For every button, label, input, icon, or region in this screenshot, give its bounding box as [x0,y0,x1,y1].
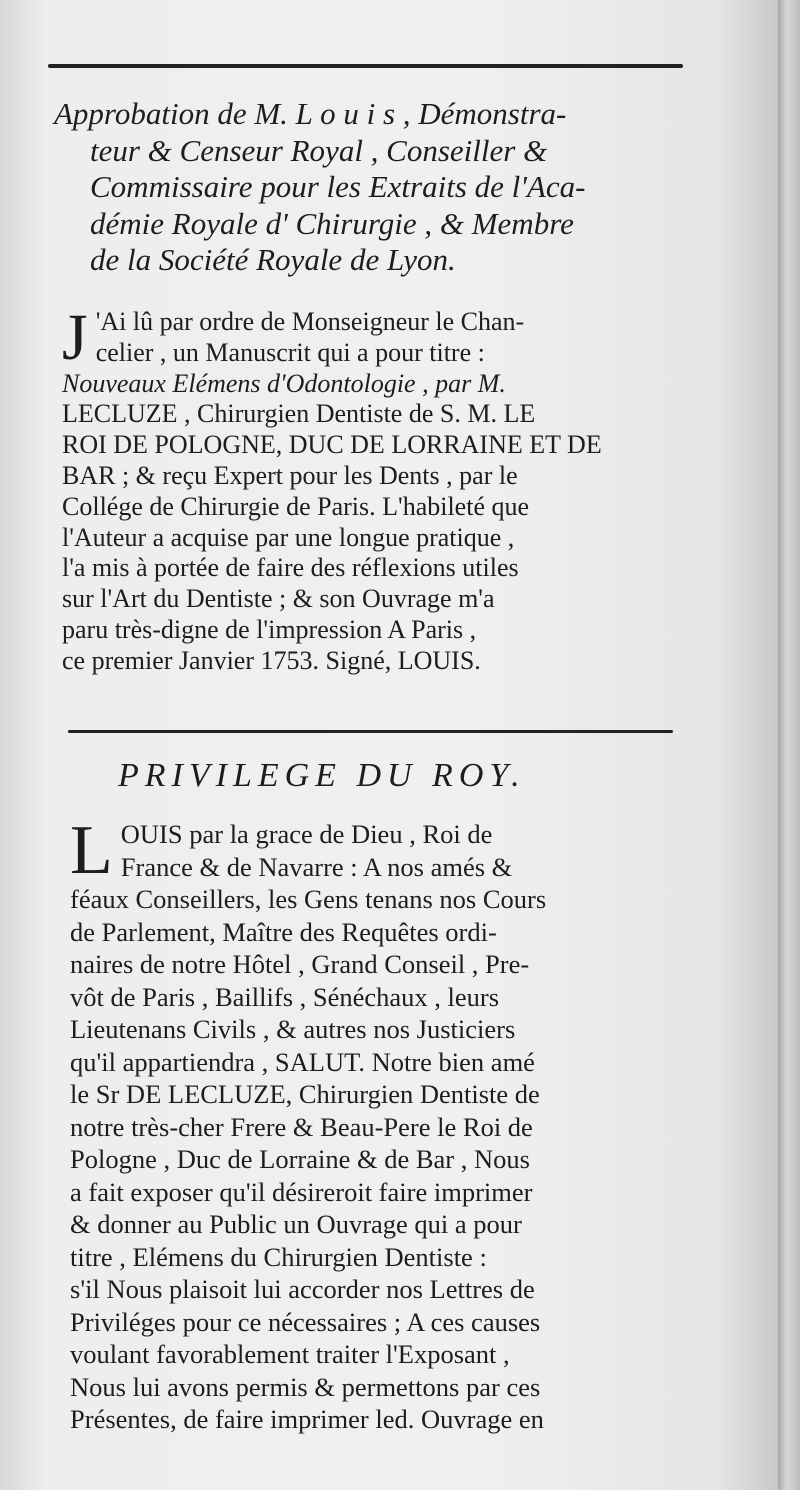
approval-line: l'Auteur a acquise par une longue pratique , [62,522,515,552]
approbation-line: démie Royale d' Chirurgie , & Membre [90,205,574,241]
approval-line: LECLUZE , Chirurgien Dentiste de S. M. LE [62,399,536,429]
approval-line: l'a mis à portée de faire des réflexions utiles [62,553,519,583]
approval-line: celier , un Manuscrit qui a pour titre : [95,337,485,367]
privilege-line: le Sr DE LECLUZE, Chirurgien Dentiste de [70,1079,540,1109]
approbation-heading [54,96,704,279]
privilege-line: notre très-cher Frere & Beau-Pere le Roi de [70,1111,533,1142]
privilege-line: Lieutenans Civils , & autres nos Justiciers [70,1014,516,1044]
page-edge [778,0,800,1490]
drop-cap: J [62,301,88,374]
privilege-line: Priviléges pour ce nécessaires ; A ces causes [70,1306,541,1337]
approval-line: Nouveaux Elémens d'Odontologie , par M. [62,368,506,398]
approval-line: 'Ai lû par ordre de Monseigneur le Chan- [95,307,525,336]
privilege-line: OUIS par la grace de Dieu , Roi de [120,819,493,849]
section-rule [68,730,673,733]
approval-text [62,301,722,677]
privilege-line: Présentes, de faire imprimer led. Ouvrage en [70,1404,544,1434]
privilege-line: qu'il appartiendra , SALUT. Notre bien amé [70,1046,535,1077]
approbation-line: Commissaire pour les Extraits de l'Aca- [90,169,586,204]
privilege-line: France & de Navarre : A nos amés & [120,851,513,882]
privilege-line: féaux Conseillers, les Gens tenans nos Cours [70,884,547,914]
approval-line: paru très-digne de l'impression A Paris , [62,614,477,644]
drop-cap: L [70,812,113,889]
privilege-line: naires de notre Hôtel , Grand Conseil , Pre- [70,949,530,979]
privilege-line: titre , Elémens du Chirurgien Dentiste : [70,1241,487,1272]
approval-line: sur l'Art du Dentiste ; & son Ouvrage m'a [62,584,495,614]
privilege-line: voulant favorablement traiter l'Exposant , [70,1339,510,1369]
approbation-line: Approbation de M. L o u i s , Démonstra- [54,96,567,131]
privilege-line: a fait exposer qu'il désireroit faire imprimer [70,1176,533,1207]
approval-line: BAR ; & reçu Expert pour les Dents , par le [62,460,518,490]
approval-line: Collége de Chirurgie de Paris. L'habileté que [62,491,530,521]
privilege-line: vôt de Paris , Baillifs , Sénéchaux , leurs [70,981,500,1012]
privilege-line: Pologne , Duc de Lorraine & de Bar , Nous [70,1144,530,1174]
approbation-line: teur & Censeur Royal , Conseiller & [90,132,548,168]
approval-line: ROI DE POLOGNE, DUC DE LORRAINE ET DE [62,430,602,460]
privilege-text [70,812,720,1436]
approbation-line: de la Société Royale de Lyon. [90,242,456,277]
privilege-line: & donner au Public un Ouvrage qui a pour [70,1209,522,1239]
privilege-line: de Parlement, Maître des Requêtes ordi- [70,916,497,947]
privilege-title: PRIVILEGE DU ROY. [118,757,526,794]
privilege-line: Nous lui avons permis & permettons par ces [70,1371,541,1402]
top-rule [48,64,683,68]
approval-line: ce premier Janvier 1753. Signé, LOUIS. [62,645,481,675]
privilege-line: s'il Nous plaisoit lui accorder nos Lettres de [70,1274,535,1304]
